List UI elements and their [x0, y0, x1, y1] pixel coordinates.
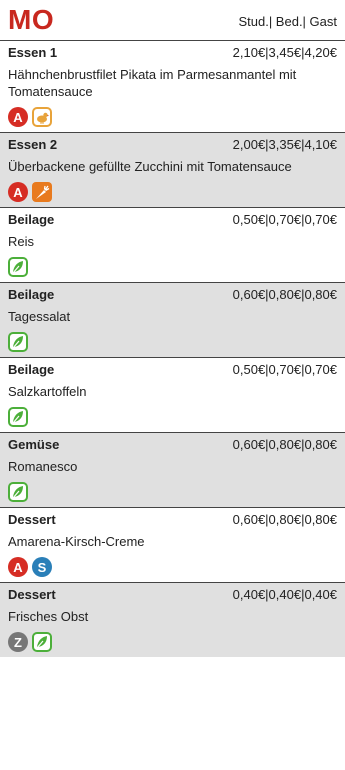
menu-item [0, 357, 345, 432]
menu-item-header [0, 583, 345, 606]
menu-item-name: Essen 1 [8, 45, 58, 60]
menu-item-name: Dessert [8, 512, 56, 527]
menu-item-prices: 0,40€|0,40€|0,40€ [232, 587, 337, 602]
menu-item-icons [0, 250, 345, 282]
allergen-a-icon: A [8, 182, 28, 202]
menu-item-name: Gemüse [8, 437, 60, 452]
menu-item-icons [0, 400, 345, 432]
menu-item-header [0, 41, 345, 64]
menu-item-prices: 2,00€|3,35€|4,10€ [232, 137, 337, 152]
day-header [0, 0, 345, 40]
menu-item-icons [0, 475, 345, 507]
menu-item-icons [0, 625, 345, 657]
menu-item [0, 132, 345, 207]
menu-item-header [0, 433, 345, 456]
menu-item-header [0, 133, 345, 156]
vegan-leaf-icon [8, 257, 28, 277]
menu-item-icons [0, 550, 345, 582]
allergen-a-icon: A [8, 557, 28, 577]
menu-item-prices: 0,60€|0,80€|0,80€ [232, 287, 337, 302]
menu-item-prices: 2,10€|3,45€|4,20€ [232, 45, 337, 60]
menu-item-icons [0, 325, 345, 357]
menu-item-description: Romanesco [8, 459, 78, 474]
menu-item-header [0, 283, 345, 306]
vegan-leaf-icon [8, 332, 28, 352]
menu-item-icons [0, 175, 345, 207]
menu-item-prices: 0,50€|0,70€|0,70€ [232, 362, 337, 377]
menu-item-description: Reis [8, 234, 35, 249]
allergen-s-icon: S [32, 557, 52, 577]
menu-item-description: Amarena-Kirsch-Creme [8, 534, 145, 549]
carrot-icon [32, 182, 52, 202]
menu-item-description: Tagessalat [8, 309, 71, 324]
menu-item [0, 40, 345, 132]
menu-item-prices: 0,60€|0,80€|0,80€ [232, 512, 337, 527]
menu-item-name: Essen 2 [8, 137, 58, 152]
allergen-a-icon: A [8, 107, 28, 127]
menu-item-description: Salzkartoffeln [8, 384, 87, 399]
vegan-leaf-icon [8, 407, 28, 427]
menu-item [0, 507, 345, 582]
menu-item-name: Beilage [8, 287, 55, 302]
price-columns-header: Stud.| Bed.| Gast [238, 14, 337, 29]
menu-item-header [0, 508, 345, 531]
menu-item-description: Hähnchenbrustfilet Pikata im Parmesanmantel mit Tomatensauce [8, 67, 297, 99]
menu-list [0, 40, 345, 657]
menu-item-description: Frisches Obst [8, 609, 89, 624]
vegan-leaf-icon [8, 482, 28, 502]
menu-item [0, 207, 345, 282]
menu-item-name: Dessert [8, 587, 56, 602]
menu-item-header [0, 358, 345, 381]
menu-item-name: Beilage [8, 362, 55, 377]
menu-item [0, 432, 345, 507]
menu-item-prices: 0,60€|0,80€|0,80€ [232, 437, 337, 452]
day-title: MO [8, 4, 55, 35]
vegan-leaf-icon [32, 632, 52, 652]
menu-item [0, 582, 345, 657]
menu-item-name: Beilage [8, 212, 55, 227]
menu-item-icons [0, 100, 345, 132]
menu-item-header [0, 208, 345, 231]
menu-item [0, 282, 345, 357]
allergen-z-icon: Z [8, 632, 28, 652]
chicken-icon [32, 107, 52, 127]
menu-item-description: Überbackene gefüllte Zucchini mit Tomatensauce [8, 159, 292, 174]
menu-item-prices: 0,50€|0,70€|0,70€ [232, 212, 337, 227]
